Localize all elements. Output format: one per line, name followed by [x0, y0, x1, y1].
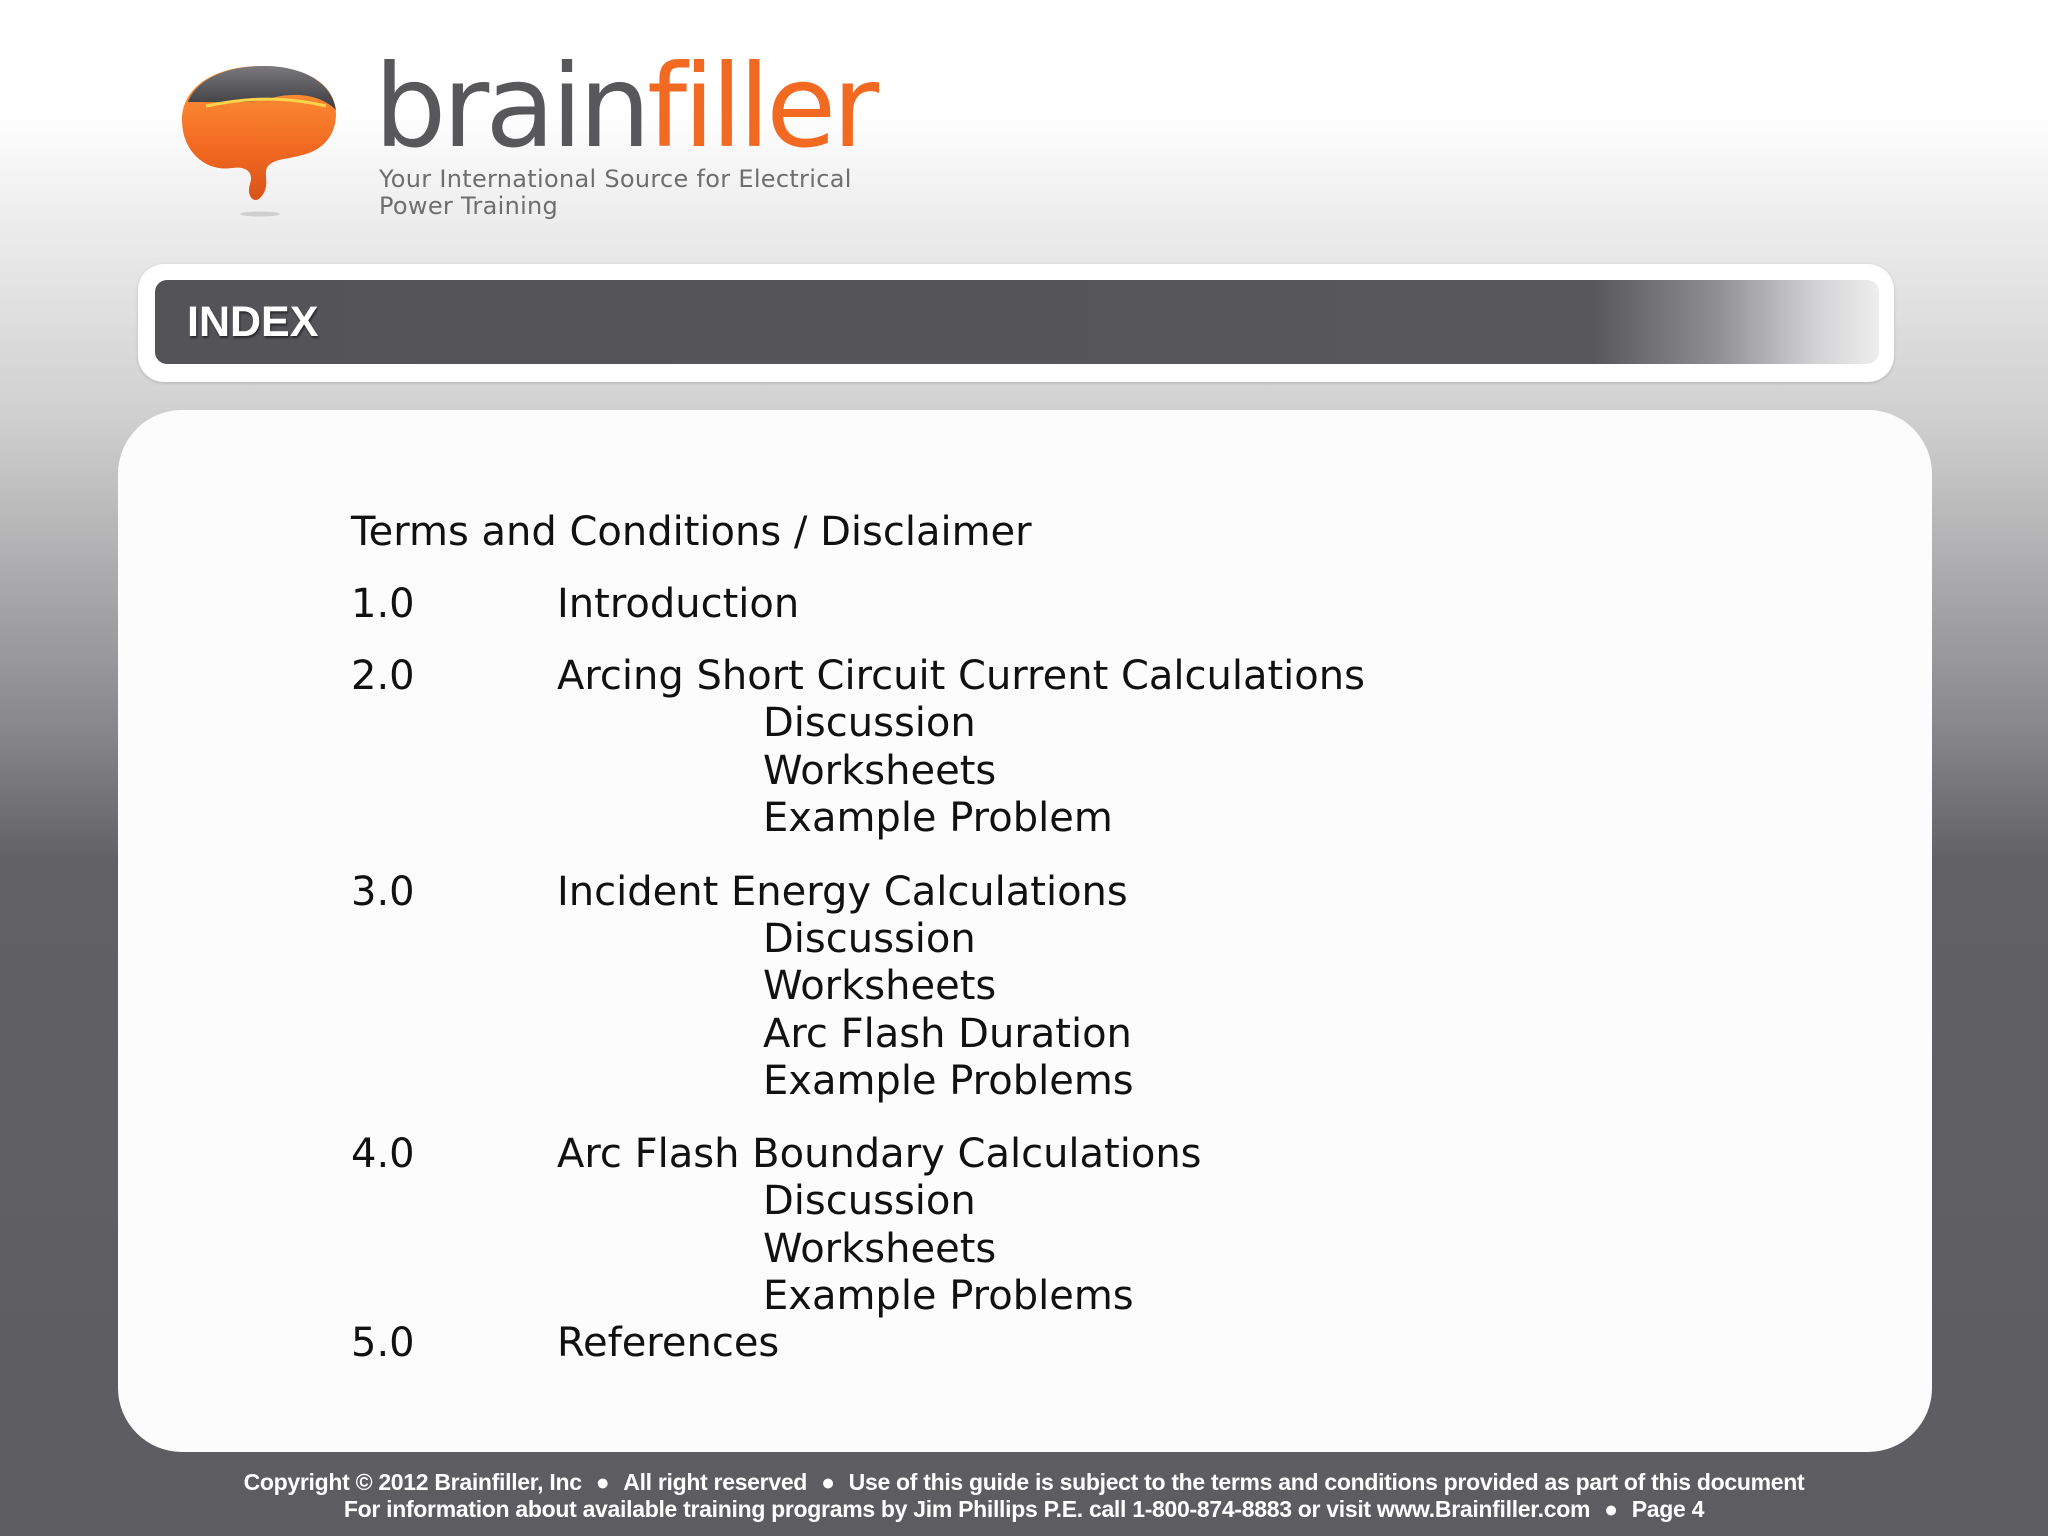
toc-section-title: References	[557, 1320, 780, 1366]
brainfiller-logo-icon	[176, 62, 342, 222]
toc-subitem[interactable]: Example Problem	[763, 795, 1113, 841]
footer-page-number: Page 4	[1631, 1496, 1705, 1522]
toc-disclaimer[interactable]: Terms and Conditions / Disclaimer	[351, 509, 1032, 555]
toc-subitem[interactable]: Example Problems	[763, 1058, 1134, 1104]
brand-wordmark-filler: filler	[647, 40, 876, 173]
toc-subitem[interactable]: Discussion	[763, 700, 976, 746]
footer-line-2	[0, 1496, 2048, 1523]
tagline-line-2: Power Training	[379, 192, 559, 220]
footer-contact: For information about available training programs by Jim Phillips P.E. call 1-800-874-8883 or visit www.Brainfiller.com	[343, 1496, 1591, 1522]
toc-subitem[interactable]: Worksheets	[763, 748, 997, 794]
toc-section-title: Incident Energy Calculations	[557, 869, 1128, 915]
footer-copyright: Copyright © 2012 Brainfiller, Inc	[243, 1469, 582, 1495]
toc-subitem[interactable]: Worksheets	[763, 963, 997, 1009]
toc-section-title: Introduction	[557, 581, 800, 627]
toc-subitem[interactable]: Worksheets	[763, 1226, 997, 1272]
content-panel	[118, 410, 1932, 1452]
footer-bullet-icon: ●	[595, 1469, 610, 1495]
footer-bullet-icon: ●	[1604, 1496, 1618, 1522]
toc-section-number: 5.0	[351, 1320, 415, 1366]
brand-tagline	[379, 166, 859, 220]
toc-subitem[interactable]: Arc Flash Duration	[763, 1011, 1132, 1057]
toc-section-number: 2.0	[351, 653, 415, 699]
brand-wordmark	[374, 40, 876, 173]
toc-section-title: Arc Flash Boundary Calculations	[557, 1131, 1202, 1177]
index-header-bar	[155, 280, 1879, 364]
toc-section-number: 4.0	[351, 1131, 415, 1177]
brand-wordmark-brain: brain	[374, 40, 648, 173]
toc-subitem[interactable]: Example Problems	[763, 1273, 1134, 1319]
footer-rights: All right reserved	[623, 1469, 808, 1495]
footer-terms: Use of this guide is subject to the terms and conditions provided as part of this document	[848, 1469, 1805, 1495]
index-title: INDEX	[187, 298, 319, 346]
toc-subitem[interactable]: Discussion	[763, 1178, 976, 1224]
toc-section-number: 3.0	[351, 869, 415, 915]
footer-bullet-icon: ●	[821, 1469, 835, 1495]
toc-section-title: Arcing Short Circuit Current Calculations	[557, 653, 1365, 699]
toc-subitem[interactable]: Discussion	[763, 916, 976, 962]
toc-section-number: 1.0	[351, 581, 415, 627]
tagline-line-1: Your International Source for Electrical	[379, 165, 852, 193]
footer-line-1	[0, 1469, 2048, 1496]
